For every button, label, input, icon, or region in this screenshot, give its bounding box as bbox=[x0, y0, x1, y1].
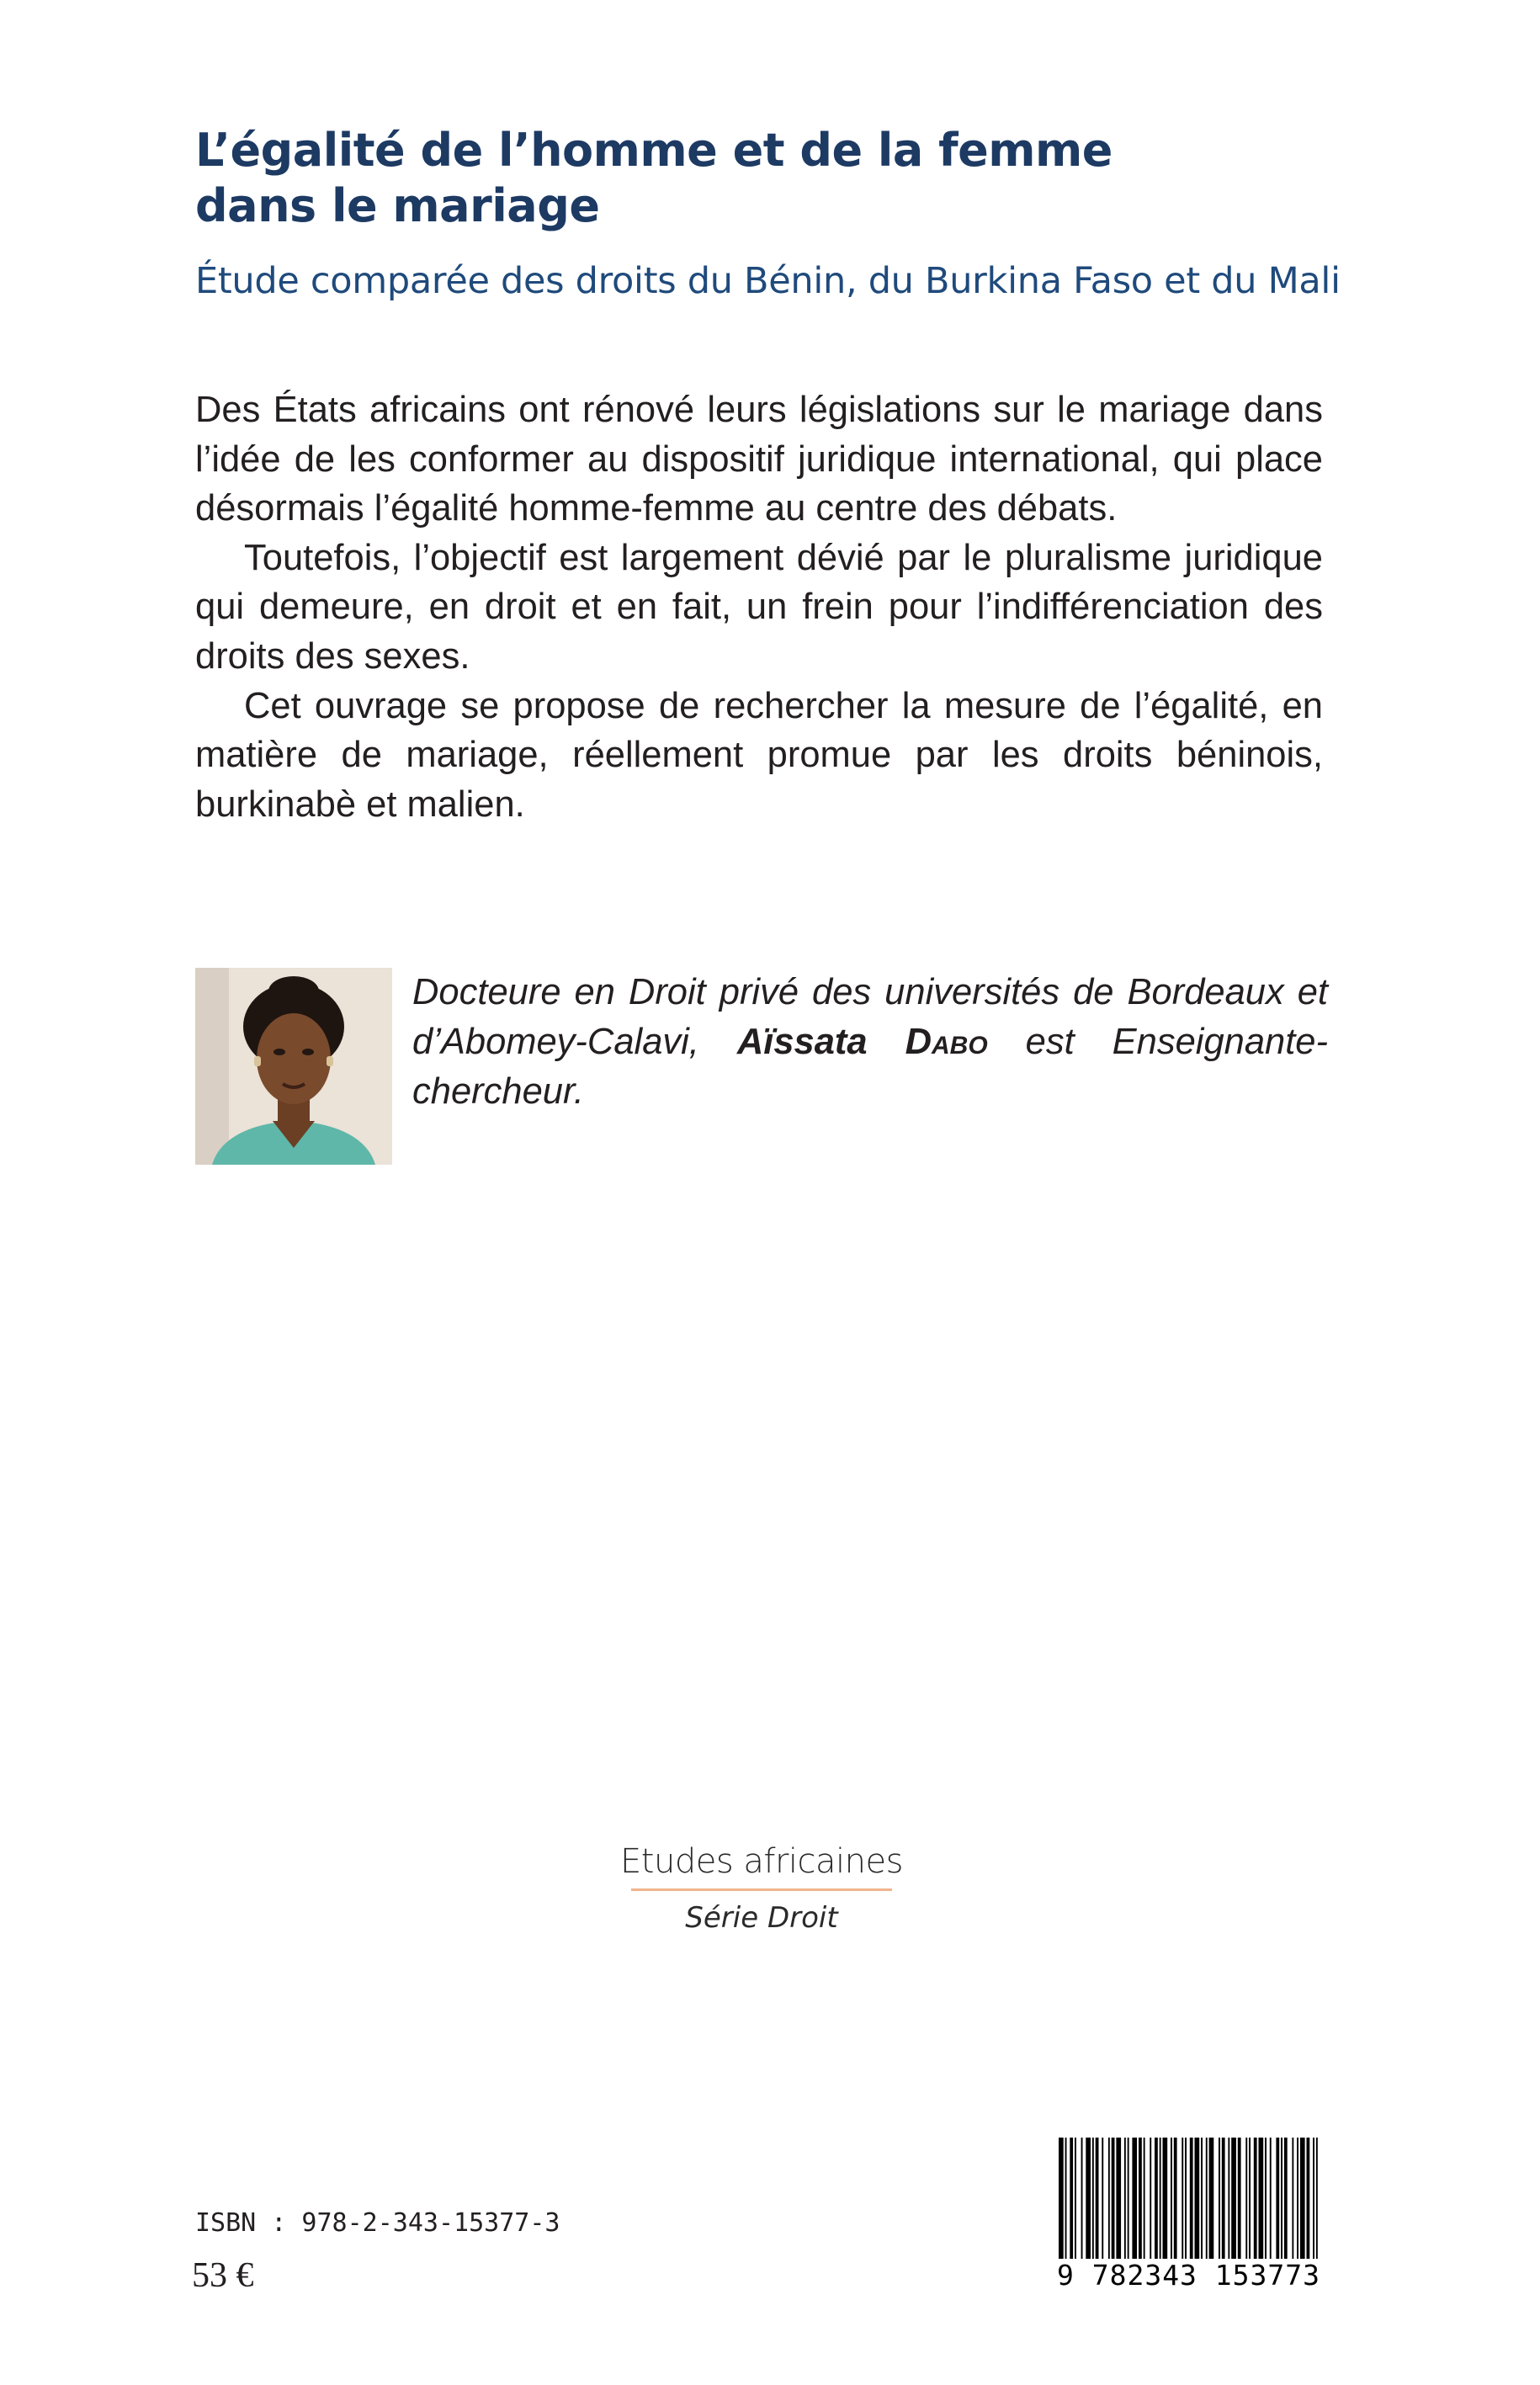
barcode-bar bbox=[1292, 2138, 1293, 2264]
title-line-2: dans le mariage bbox=[195, 179, 600, 232]
summary-paragraph-1: Des États africains ont rénové leurs législations sur le mariage dans l’idée de les conformer au dispositif juridique international, qui place désormais l’égalité homme-femme au centre des débats. bbox=[195, 390, 1323, 529]
barcode-bar bbox=[1132, 2138, 1137, 2264]
barcode-bar bbox=[1190, 2138, 1193, 2264]
barcode-bar bbox=[1174, 2138, 1177, 2264]
barcode-bar bbox=[1259, 2138, 1264, 2264]
barcode-bar bbox=[1245, 2138, 1247, 2264]
barcode-bar bbox=[1201, 2138, 1203, 2264]
barcode-bar bbox=[1096, 2138, 1099, 2264]
barcode-bar bbox=[1195, 2138, 1200, 2264]
barcode-bar bbox=[1300, 2138, 1305, 2264]
bio-intro: Docteure en Droit privé des universités de Bordeaux et d’Abomey-Calavi, bbox=[412, 972, 1328, 1062]
price: 53 € bbox=[192, 2256, 254, 2295]
title-line-1: L’égalité de l’homme et de la femme bbox=[195, 124, 1113, 177]
barcode-bar bbox=[1276, 2138, 1279, 2264]
barcode-bar bbox=[1075, 2138, 1076, 2264]
barcode-bar bbox=[1102, 2138, 1103, 2264]
barcode-bar bbox=[1108, 2138, 1110, 2264]
barcode-bar bbox=[1228, 2138, 1229, 2264]
summary-paragraph-3: Cet ouvrage se propose de rechercher la mesure de l’égalité, en matière de mariage, réellement promue par les droits béninois, burkinabè et malien. bbox=[195, 685, 1323, 825]
author-bio bbox=[412, 968, 1328, 1117]
barcode-bar bbox=[1182, 2138, 1183, 2264]
barcode-bar bbox=[1163, 2138, 1168, 2264]
barcode-bar bbox=[1222, 2138, 1225, 2264]
barcode-bar bbox=[1270, 2138, 1272, 2264]
book-title bbox=[195, 123, 1415, 234]
barcode-bar bbox=[1112, 2138, 1115, 2264]
barcode-bar bbox=[1059, 2138, 1064, 2264]
barcode-bar bbox=[1116, 2138, 1121, 2264]
summary-paragraph-2: Toutefois, l’objectif est largement dévié par le pluralisme juridique qui demeure, en droit et en fait, un frein pour l’indifférenciation des droits des sexes. bbox=[195, 537, 1323, 677]
summary-text bbox=[195, 385, 1323, 829]
barcode-bar bbox=[1086, 2138, 1091, 2264]
barcode-bar bbox=[1316, 2138, 1318, 2264]
barcode-bar bbox=[1307, 2138, 1310, 2264]
barcode-digits: 9 782343 153773 bbox=[1052, 2259, 1325, 2292]
author-last-name: Dabo bbox=[905, 1022, 988, 1062]
barcode-bar bbox=[1124, 2138, 1126, 2264]
barcode-bar bbox=[1297, 2138, 1298, 2264]
barcode-bar bbox=[1206, 2138, 1208, 2264]
barcode-bar bbox=[1265, 2138, 1267, 2264]
barcode-bar bbox=[1231, 2138, 1236, 2264]
barcode-bar bbox=[1238, 2138, 1241, 2264]
series-divider bbox=[631, 1888, 892, 1891]
series-subtitle: Série Droit bbox=[685, 1901, 838, 1935]
barcode-bar bbox=[1254, 2138, 1257, 2264]
author-photo bbox=[195, 968, 392, 1165]
barcode-bar bbox=[1150, 2138, 1151, 2264]
barcode-bar bbox=[1313, 2138, 1314, 2264]
bio-role: est Enseignante-chercheur. bbox=[412, 1022, 1328, 1112]
barcode-bar bbox=[1139, 2138, 1142, 2264]
barcode-bar bbox=[1144, 2138, 1145, 2264]
book-subtitle: Étude comparée des droits du Bénin, du Burkina Faso et du Mali bbox=[195, 260, 1341, 302]
barcode-bar bbox=[1249, 2138, 1251, 2264]
isbn: ISBN : 978-2-343-15377-3 bbox=[195, 2208, 560, 2238]
barcode-bar bbox=[1065, 2138, 1067, 2264]
barcode-bar bbox=[1160, 2138, 1161, 2264]
barcode-bar bbox=[1081, 2138, 1083, 2264]
barcode-bar bbox=[1219, 2138, 1220, 2264]
barcode-bar bbox=[1284, 2138, 1288, 2264]
series-logo bbox=[505, 1840, 1018, 1935]
barcode-bar bbox=[1281, 2138, 1282, 2264]
barcode-bar bbox=[1209, 2138, 1214, 2264]
barcode-bar bbox=[1171, 2138, 1172, 2264]
barcode-bar bbox=[1128, 2138, 1129, 2264]
author-first-name: Aïssata bbox=[736, 1022, 868, 1062]
barcode-bar bbox=[1092, 2138, 1094, 2264]
series-name: Etudes africaines bbox=[620, 1842, 903, 1881]
barcode-bar bbox=[1185, 2138, 1187, 2264]
barcode-bar bbox=[1070, 2138, 1073, 2264]
author-portrait-icon bbox=[195, 968, 392, 1165]
barcode-bar bbox=[1155, 2138, 1158, 2264]
